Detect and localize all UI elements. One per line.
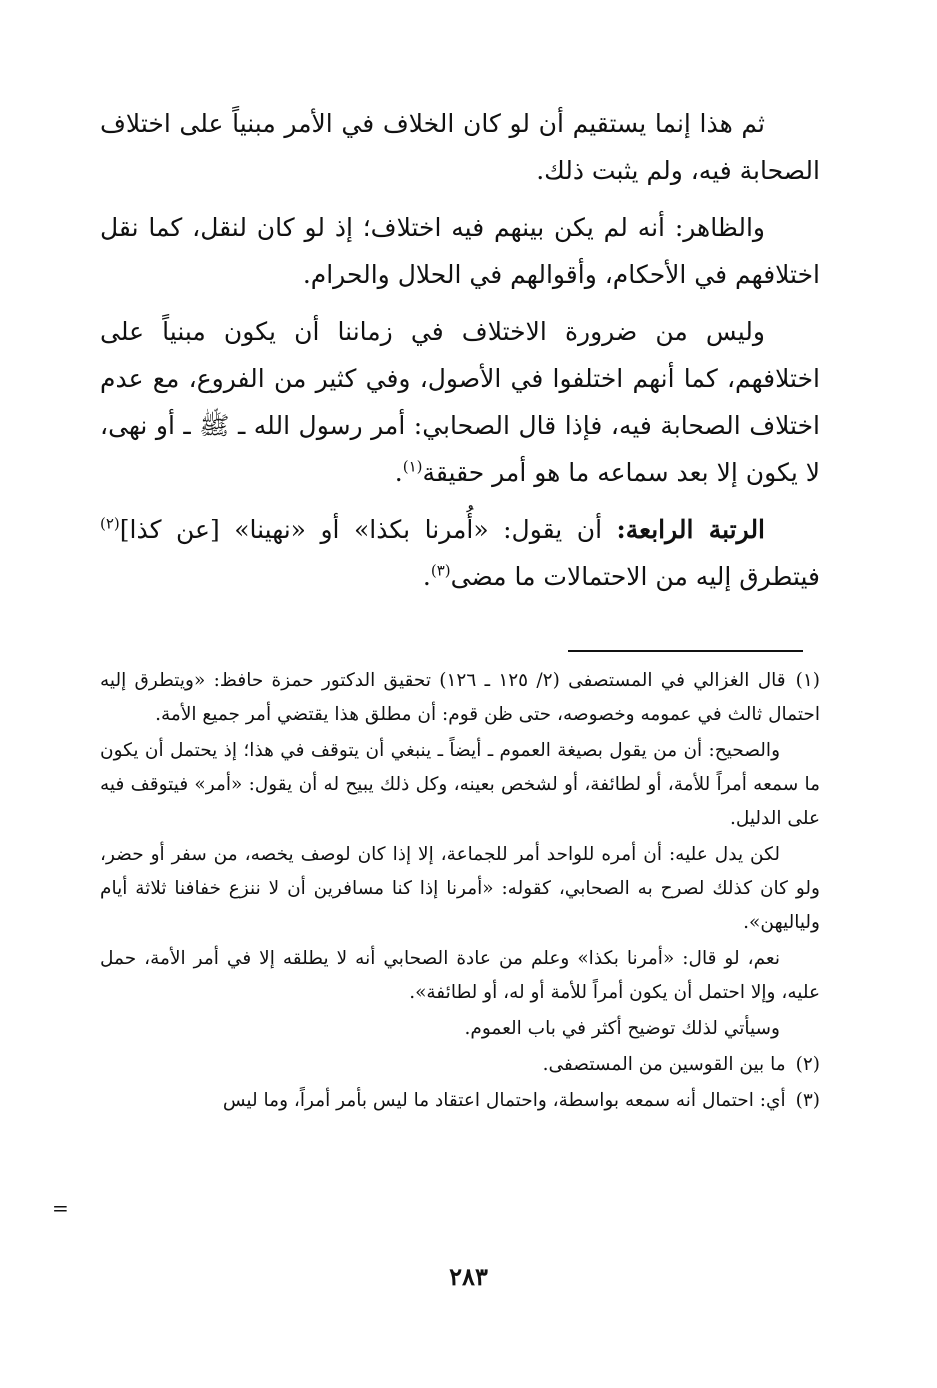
continuation-mark: = — [52, 1196, 69, 1220]
paragraph-4 — [100, 506, 820, 600]
footnote-3 — [100, 1084, 820, 1118]
footnote-1-text-2: والصحيح: أن من يقول بصيغة العموم ـ أيضاً ـ ينبغي أن يتوقف في هذا؛ إذ يحتمل أن يكون ما سمعه أمراً للأمة، أو لطائفة، أو لشخص بعينه، وكل ذلك يبيح له أن يقول: «أمر» فيتوقف فيه على الدليل. — [100, 740, 820, 829]
footnote-1-text-3: لكن يدل عليه: أن أمره للواحد أمر للجماعة، إلا إذا كان لوصف يخصه، من سفر أو حضر، ولو كان كذلك لصرح به الصحابي، كقوله: «أمرنا إذا كنا مسافرين أن لا ننزع خفافنا ثلاثة أيام ولياليهن». — [100, 844, 820, 933]
footnote-ref-3[interactable]: (٣) — [430, 561, 451, 580]
paragraph-3-end: . — [394, 458, 403, 487]
paragraph-2-text: والظاهر: أنه لم يكن بينهم فيه اختلاف؛ إذ لو كان لنقل، كما نقل اختلافهم في الأحكام، وأقوالهم في الحلال والحرام. — [100, 213, 820, 289]
section-heading: الرتبة الرابعة: — [616, 515, 766, 544]
footnote-2 — [100, 1048, 820, 1082]
paragraph-1 — [100, 100, 820, 194]
paragraph-4-end: . — [422, 562, 431, 591]
footnote-3-text: أي: احتمال أنه سمعه بواسطة، واحتمال اعتقاد ما ليس بأمر أمراً، وما ليس — [222, 1090, 786, 1111]
footnote-2-number: (٢) — [795, 1054, 820, 1075]
footnote-2-text: ما بين القوسين من المستصفى. — [542, 1054, 786, 1075]
page-number: ٢٨٣ — [449, 1262, 488, 1291]
footnote-1-text: قال الغزالي في المستصفى (٢/ ١٢٥ ـ ١٢٦) تحقيق الدكتور حمزة حافظ: «ويتطرق إليه احتمال ثالث في عمومه وخصوصه، حتى ظن قوم: أن مطلق هذا يقتضي أمر جميع الأمة. — [100, 670, 820, 725]
footnote-ref-1[interactable]: (١) — [402, 457, 423, 476]
footnote-1-paragraph-3 — [100, 838, 820, 940]
footnote-1-paragraph-5 — [100, 1012, 820, 1046]
footnote-ref-2[interactable]: (٢) — [100, 514, 120, 533]
footnote-1 — [100, 664, 820, 732]
paragraph-3 — [100, 308, 820, 496]
footnote-3-number: (٣) — [795, 1090, 820, 1111]
footnotes — [100, 664, 820, 1120]
footnote-1-paragraph-4 — [100, 942, 820, 1010]
footnote-1-text-4: نعم، لو قال: «أمرنا بكذا» وعلم من عادة الصحابي أنه لا يطلقه إلا في أمر الأمة، حمل عليه، وإلا احتمل أن يكون أمراً للأمة أو له، أو لطائفة». — [100, 948, 820, 1003]
paragraph-2 — [100, 204, 820, 298]
paragraph-4-text: أن يقول: «أُمرنا بكذا» أو «نهينا» [عن كذا] — [119, 515, 617, 544]
footnote-1-number: (١) — [795, 670, 820, 691]
main-text — [100, 100, 820, 610]
footnote-separator — [568, 650, 803, 652]
footnote-1-text-5: وسيأتي لذلك توضيح أكثر في باب العموم. — [464, 1018, 780, 1039]
paragraph-3-text: وليس من ضرورة الاختلاف في زماننا أن يكون مبنياً على اختلافهم، كما أنهم اختلفوا في الأصول، وفي كثير من الفروع، مع عدم اختلاف الصحابة فيه، فإذا قال الصحابي: أمر رسول الله ـ ﷺ ـ أو نهى، لا يكون إلا بعد سماعه ما هو أمر حقيقة — [100, 317, 820, 487]
paragraph-1-text: ثم هذا إنما يستقيم أن لو كان الخلاف في الأمر مبنياً على اختلاف الصحابة فيه، ولم يثبت ذلك. — [100, 109, 820, 185]
paragraph-4-continued: فيتطرق إليه من الاحتمالات ما مضى — [450, 562, 820, 591]
footnote-1-paragraph-2 — [100, 734, 820, 836]
